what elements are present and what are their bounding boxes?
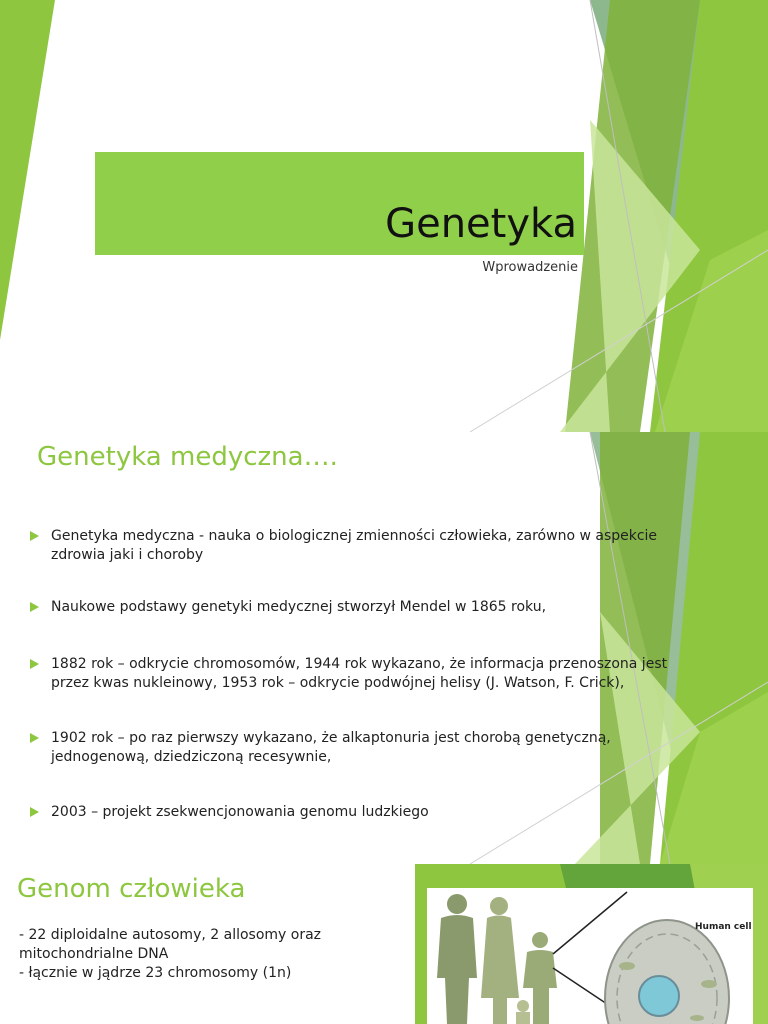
left-green-wedge [0,0,55,340]
toddler-figure-icon [516,1000,530,1024]
cell-label: Human cell [695,922,752,932]
slide-subtitle: Wprowadzenie [482,260,578,275]
bullet-text: 2003 – projekt zsekwencjonowania genomu ludzkiego [51,804,429,820]
list-item [30,527,680,565]
bullet-text: 1882 rok – odkrycie chromosomów, 1944 rok wykazano, że informacja przenoszona jest przez kwas nukleinowy, 1953 rok – odkrycie podwójnej helisy (J. Watson, F. Crick), [51,656,668,691]
father-figure-icon [437,894,477,1024]
triangle-bullet-icon [30,602,39,612]
slide2-decoration [0,432,768,864]
medical-genetics-slide [0,432,768,864]
list-item [30,655,680,693]
title-bar [95,152,584,255]
human-cell-illustration [427,888,753,1024]
bullet-text: Genetyka medyczna - nauka o biologicznej zmienności człowieka, zarówno w aspekcie zdrowia jaki i choroby [51,528,658,563]
bullet-text: Naukowe podstawy genetyki medycznej stworzył Mendel w 1865 roku, [51,599,547,615]
family-and-cell-drawing [427,888,753,1024]
bullet-text: 1902 rok – po raz pierwszy wykazano, że alkaptonuria jest chorobą genetyczną, jednogenową, dziedziczoną recesywnie, [51,730,611,765]
triangle-bullet-icon [30,659,39,669]
list-item [30,598,680,617]
text-panel [0,864,415,1024]
triangle-bullet-icon [30,531,39,541]
zoom-line [553,892,627,954]
slide-heading: Genetyka medyczna…. [37,442,338,472]
body-line: - 22 diploidalne autosomy, 2 allosomy oraz mitochondrialne DNA [19,927,322,962]
cell-icon [605,920,729,1024]
list-item [30,803,680,822]
body-text [19,926,399,983]
title-slide [0,0,768,432]
triangle-bullet-icon [30,733,39,743]
triangle-bullet-icon [30,807,39,817]
mother-figure-icon [481,897,519,1024]
human-genome-slide [0,864,768,1024]
child-figure-icon [523,932,557,1024]
body-line: - łącznie w jądrze 23 chromosomy (1n) [19,965,292,981]
list-item [30,729,680,767]
slide-title: Genetyka [385,201,577,247]
slide-heading: Genom człowieka [17,874,246,904]
